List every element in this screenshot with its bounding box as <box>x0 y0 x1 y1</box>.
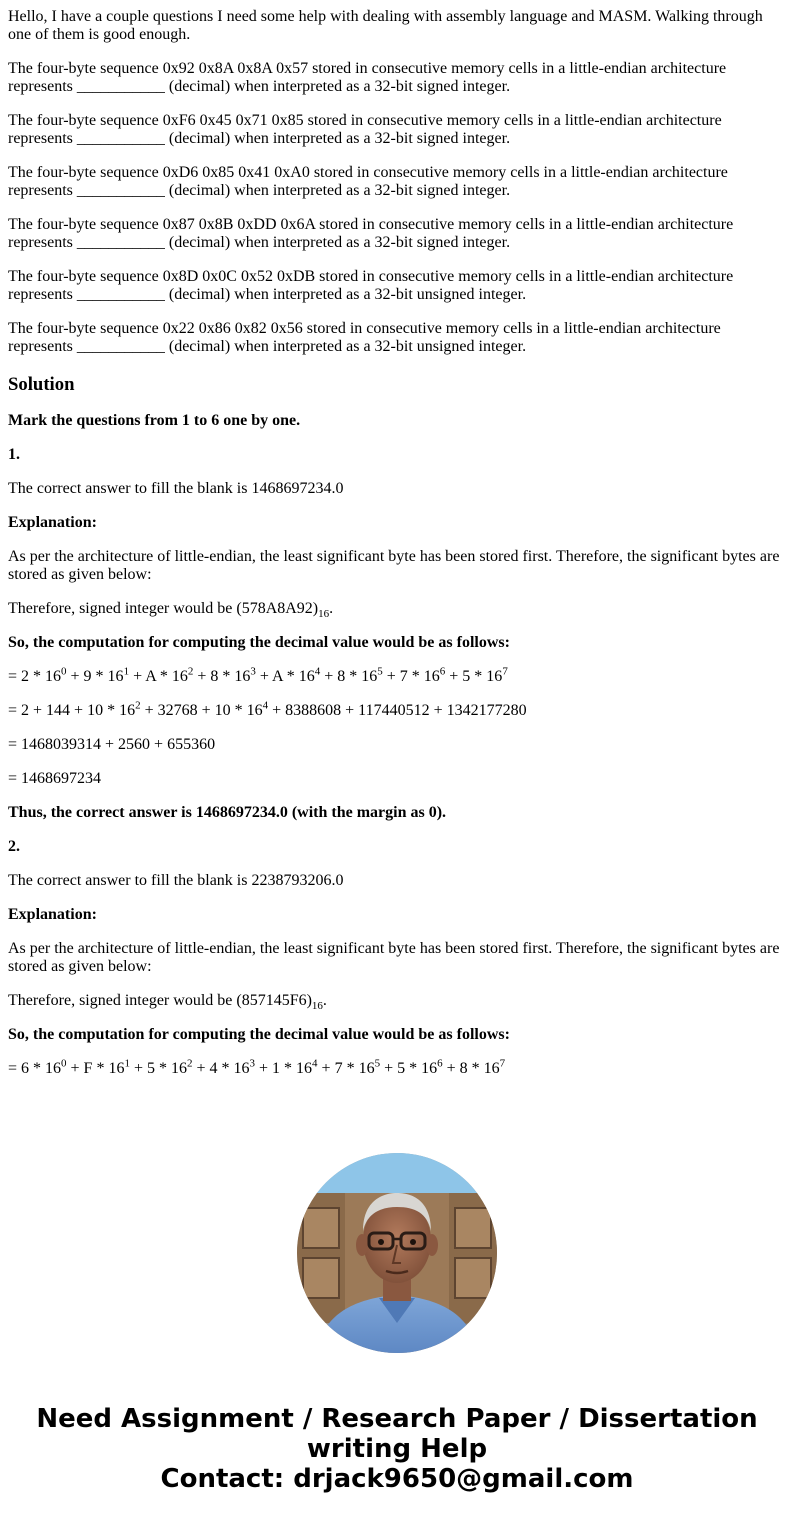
tutor-avatar <box>297 1153 497 1353</box>
part-1-signed-base: 16 <box>318 608 330 621</box>
solution-intro: Mark the questions from 1 to 6 one by one. <box>8 412 301 429</box>
solution-heading: Solution <box>8 374 75 395</box>
part-1-signed-prefix: Therefore, signed integer would be (578A8A92) <box>8 600 319 617</box>
part-1-signed-suffix: . <box>329 600 334 617</box>
question-item-3: The four-byte sequence 0xD6 0x85 0x41 0xA0 stored in consecutive memory cells in a little-endian architecture represents ___________ (decimal) when interpreted as a 32-bit signed integer. <box>8 164 728 199</box>
part-1-step-3: = 1468039314 + 2560 + 655360 <box>8 736 216 753</box>
part-2-answer: The correct answer to fill the blank is 2238793206.0 <box>8 872 344 889</box>
part-2-explanation: As per the architecture of little-endian, the least significant byte has been stored first. Therefore, the significant bytes are stored as given below: <box>8 940 780 975</box>
part-1-signed-integer <box>8 600 786 621</box>
part-2-signed-prefix: Therefore, signed integer would be (857145F6) <box>8 992 312 1009</box>
document-body <box>8 8 786 1094</box>
question-item-2: The four-byte sequence 0xF6 0x45 0x71 0x85 stored in consecutive memory cells in a little-endian architecture represents ___________ (decimal) when interpreted as a 32-bit signed integer. <box>8 112 722 147</box>
part-1-explanation: As per the architecture of little-endian, the least significant byte has been stored first. Therefore, the significant bytes are stored as given below: <box>8 548 780 583</box>
part-2-number: 2. <box>8 838 20 855</box>
question-item-5: The four-byte sequence 0x8D 0x0C 0x52 0xDB stored in consecutive memory cells in a little-endian architecture represents ___________ (decimal) when interpreted as a 32-bit unsigned integer. <box>8 268 734 303</box>
question-item-6: The four-byte sequence 0x22 0x86 0x82 0x56 stored in consecutive memory cells in a little-endian architecture represents ___________ (decimal) when interpreted as a 32-bit unsigned integer. <box>8 320 721 355</box>
part-1-computation-label: So, the computation for computing the decimal value would be as follows: <box>8 634 510 651</box>
part-2-computation-label: So, the computation for computing the decimal value would be as follows: <box>8 1026 510 1043</box>
part-1-expansion: = $2 * 16^0 + 9 * 16^1 + A * 16^2 + 8 * 16^3 + A * 16^4 + 8 * 16^5 + 7 * 16^6 + 5 * 16^7$ <box>8 665 508 685</box>
banner-line-1: Need Assignment / Research Paper / Dissertation <box>36 1404 758 1434</box>
question-item-1: The four-byte sequence 0x92 0x8A 0x8A 0x57 stored in consecutive memory cells in a little-endian architecture represents ___________ (decimal) when interpreted as a 32-bit signed integer. <box>8 60 727 95</box>
part-2-expansion: = $6 * 16^0 + F * 16^1 + 5 * 16^2 + 4 * 16^3 + 1 * 16^4 + 7 * 16^5 + 5 * 16^6 + 8 * 16^7$ <box>8 1057 506 1077</box>
tutor-portrait-image <box>297 1153 497 1353</box>
banner-contact-line: Contact: drjack9650@gmail.com <box>160 1464 634 1494</box>
banner-line-2: writing Help <box>306 1434 488 1464</box>
part-2-signed-integer <box>8 992 786 1013</box>
part-2-signed-suffix: . <box>322 992 327 1009</box>
part-2-signed-base: 16 <box>311 1000 323 1013</box>
part-1-step-2: = $2 + 144 + 10 * 16^2 + 32768 + 10 * 16^4 + 8388608 + 117440512 + 1342177280$ <box>8 699 527 719</box>
question-intro: Hello, I have a couple questions I need some help with dealing with assembly language and MASM. Walking through one of them is good enough. <box>8 8 763 43</box>
part-1-answer: The correct answer to fill the blank is 1468697234.0 <box>8 480 344 497</box>
part-1-step-4: = 1468697234 <box>8 770 102 787</box>
part-2-explanation-label: Explanation: <box>8 906 97 923</box>
part-1-explanation-label: Explanation: <box>8 514 97 531</box>
part-1-conclusion: Thus, the correct answer is 1468697234.0 (with the margin as 0). <box>8 804 447 821</box>
contact-banner <box>0 1404 794 1494</box>
question-item-4: The four-byte sequence 0x87 0x8B 0xDD 0x6A stored in consecutive memory cells in a little-endian architecture represents ___________ (decimal) when interpreted as a 32-bit signed integer. <box>8 216 734 251</box>
part-1-number: 1. <box>8 446 20 463</box>
